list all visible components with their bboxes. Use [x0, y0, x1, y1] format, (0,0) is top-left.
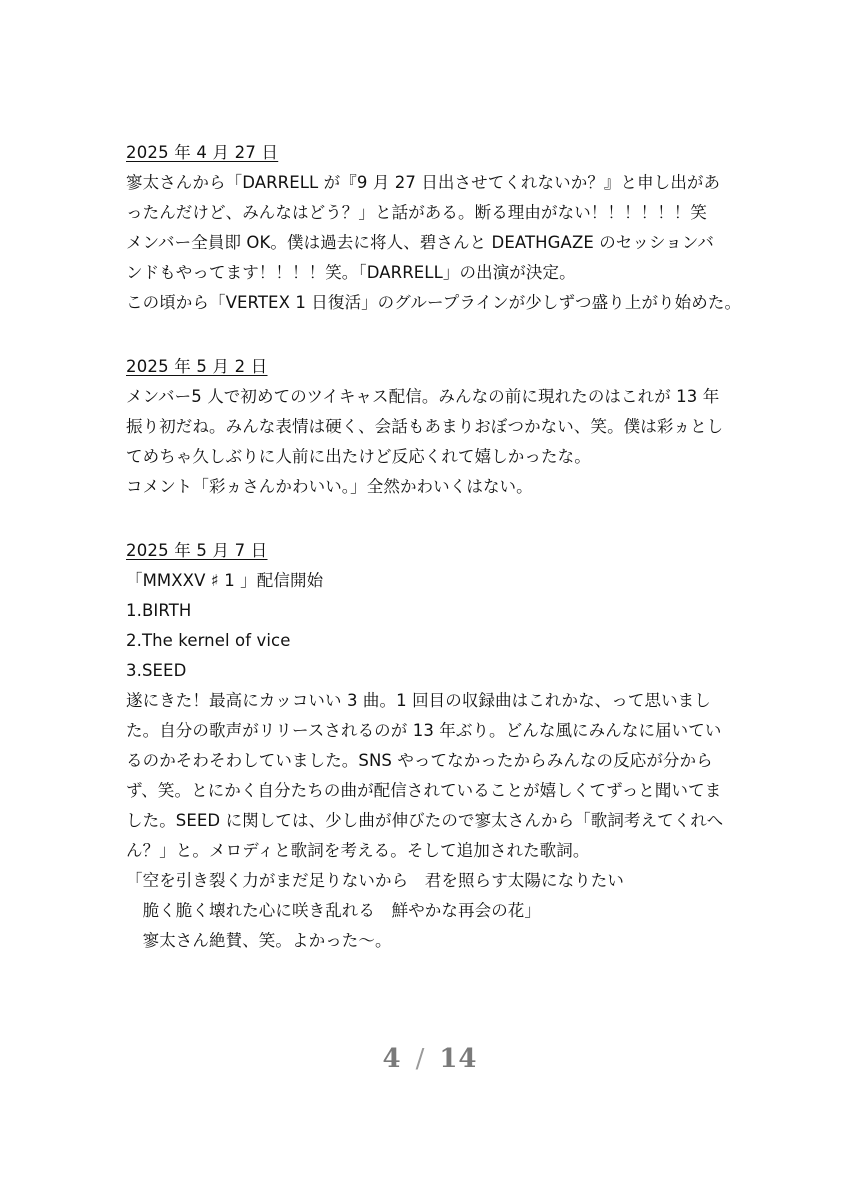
- entry-line: てめちゃ久しぶりに人前に出たけど反応くれて嬉しかったな。: [126, 447, 591, 466]
- entry-line: 寥太さん絶賛、笑。よかった〜。: [126, 931, 392, 950]
- entry-line: この頃から「VERTEX 1 日復活」のグループラインが少しずつ盛り上がり始めた。: [126, 293, 742, 312]
- entry-line: 「MMXXV ♯ 1 」配信開始: [126, 571, 324, 590]
- lyrics-line: 「空を引き裂く力がまだ足りないから 君を照らす太陽になりたい: [126, 871, 624, 890]
- entry-date: 2025 年 5 月 7 日: [126, 541, 268, 560]
- entry-line: ん？」と。メロディと歌詞を考える。そして追加された歌詞。: [126, 841, 590, 860]
- entry-line: 遂にきた！最高にカッコいい 3 曲。1 回目の収録曲はこれかな、って思いまし: [126, 691, 711, 710]
- entry-line: るのかそわそわしていました。SNS やってなかったからみんなの反応が分から: [126, 751, 713, 770]
- entry-line: コメント「彩ヵさんかわいい。」全然かわいくはない。: [126, 477, 533, 496]
- diary-entry: [126, 138, 746, 318]
- diary-entry: [126, 352, 746, 502]
- entry-date: 2025 年 5 月 2 日: [126, 357, 268, 376]
- entry-line: 寥太さんから「DARRELL が『9 月 27 日出させてくれないか？』と申し出があ: [126, 173, 721, 192]
- total-pages-number: 14: [439, 1044, 478, 1074]
- entry-line: ったんだけど、みんなはどう？」と話がある。断る理由がない！！！！！！笑: [126, 203, 707, 222]
- diary-entry: [126, 536, 746, 956]
- entry-date: 2025 年 4 月 27 日: [126, 143, 279, 162]
- document-body: [126, 138, 746, 990]
- entry-line: ず、笑。とにかく自分たちの曲が配信されていることが嬉しくてずっと聞いてま: [126, 781, 722, 800]
- entry-line: ンドもやってます！！！！笑。「DARRELL」の出演が決定。: [126, 263, 576, 282]
- entry-line: メンバー5 人で初めてのツイキャス配信。みんなの前に現れたのはこれが 13 年: [126, 387, 720, 406]
- lyrics-line: 脆く脆く壊れた心に咲き乱れる 鮮やかな再会の花」: [126, 901, 541, 920]
- page-separator: /: [415, 1044, 426, 1074]
- entry-line: た。自分の歌声がリリースされるのが 13 年ぶり。どんな風にみんなに届いてい: [126, 721, 722, 740]
- track-list-item: 1.BIRTH: [126, 601, 192, 620]
- entry-line: した。SEED に関しては、少し曲が伸びたので寥太さんから「歌詞考えてくれへ: [126, 811, 724, 830]
- entry-line: 振り初だね。みんな表情は硬く、会話もあまりおぼつかない、笑。僕は彩ヵとし: [126, 417, 724, 436]
- track-list-item: 2.The kernel of vice: [126, 631, 291, 650]
- page-indicator: [0, 1044, 860, 1074]
- entry-line: メンバー全員即 OK。僕は過去に将人、碧さんと DEATHGAZE のセッションバ: [126, 233, 714, 252]
- current-page-number: 4: [382, 1044, 402, 1074]
- track-list-item: 3.SEED: [126, 661, 187, 680]
